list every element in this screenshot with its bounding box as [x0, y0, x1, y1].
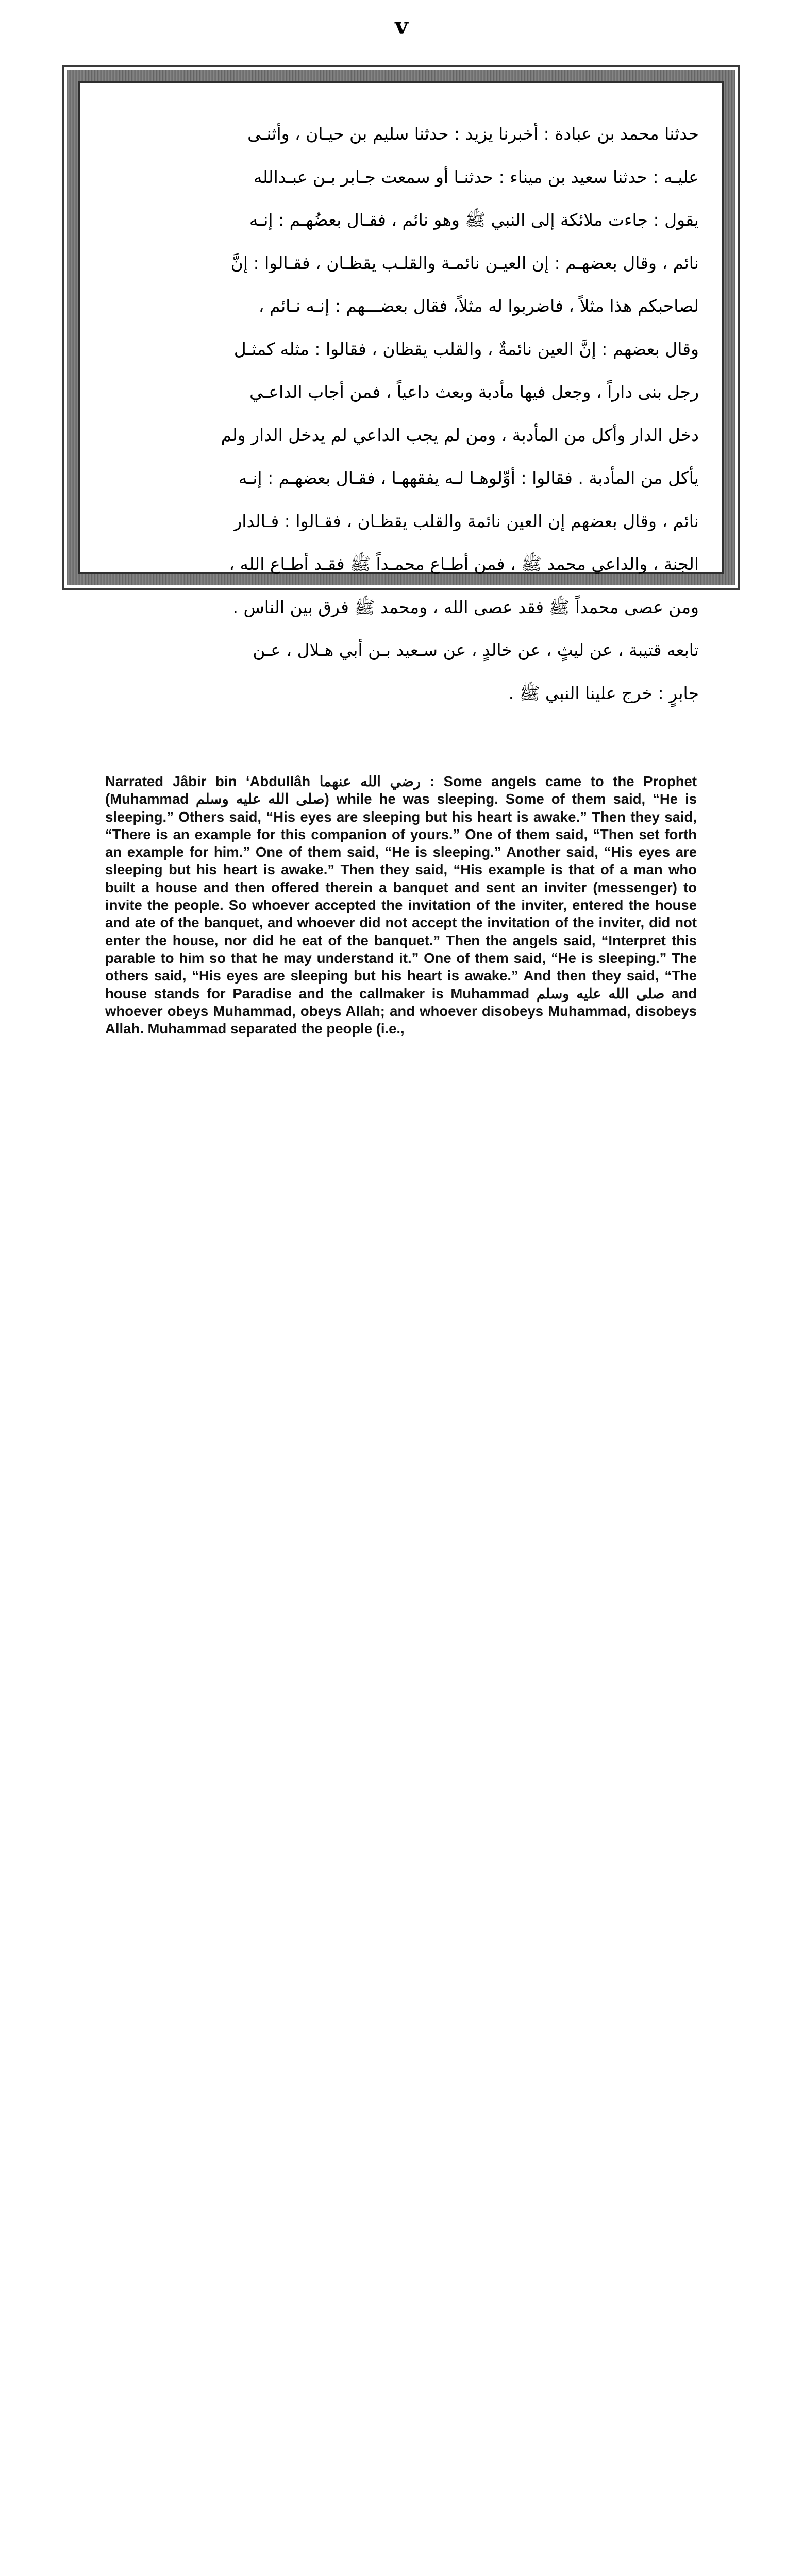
decorative-border-band	[67, 70, 735, 1037]
page-number: v	[395, 13, 408, 40]
arabic-line: ومن عصى محمداً ﷺ فقد عصى الله ، ومحمد ﷺ فرق بين الناس .	[232, 597, 699, 617]
arabic-line: الجنة ، والداعي محمد ﷺ ، فمن أطـاع محمـداً ﷺ فقـد أطـاع الله ،	[229, 554, 699, 574]
page-border	[62, 65, 740, 1037]
arabic-line: جابرٍ : خرج علينا النبي ﷺ .	[508, 683, 699, 703]
arabic-hadith-text	[103, 112, 699, 715]
arabic-line: يأكل من المأدبة . فقالوا : أوِّلوهـا لـه يفقههـا ، فقـال بعضهـم : إنـه	[238, 468, 699, 488]
arabic-line: وقال بعضهم : إنَّ العين نائمةٌ ، والقلب يقظان ، فقالوا : مثله كمثـل	[233, 338, 699, 359]
arabic-line: نائم ، وقال بعضهم إن العين نائمة والقلب يقظـان ، فقـالوا : فـالدار	[233, 511, 699, 531]
arabic-line: رجل بنى داراً ، وجعل فيها مأدبة وبعث داعياً ، فمن أجاب الداعـي	[249, 382, 699, 402]
text-panel	[78, 81, 724, 1037]
arabic-line: نائم ، وقال بعضهـم : إن العيـن نائمـة والقلـب يقظـان ، فقـالوا : إنَّ	[230, 252, 699, 273]
english-translation: Narrated Jâbir bin ‘Abdullâh رضي الله عنهما : Some angels came to the Prophet (Muhammad صلى الله عليه وسلم) while he was sleeping. Some of them said, “He is sleeping.” Others said, “His eyes are sleeping but his heart is awake.” Then they said, “There is an example for this companion of yours.” One of them said, “Then set forth an example for him.” One of them said, “He is sleeping.” Another said, “His eyes are sleeping but his heart is awake.” Then they said, “His example is that of a man who built a house and then offered therein a banquet and sent an inviter (messenger) to invite the people. So whoever accepted the invitation of the inviter, entered the house and ate of the banquet, and whoever did not accept the invitation of the inviter, did not enter the house, nor did he eat of the banquet.” Then the angels said, “Interpret this parable to him so that he may understand it.” One of them said, “He is sleeping.” The others said, “His eyes are sleeping but his heart is awake.” And then they said, “The house stands for Paradise and the callmaker is Muhammad صلى الله عليه وسلم and whoever obeys Muhammad, obeys Allah; and whoever disobeys Muhammad, disobeys Allah. Muhammad separated the people (i.e.,	[105, 773, 697, 1037]
arabic-line: عليـه : حدثنا سعيد بن ميناء : حدثنـا أو سمعت جـابر بـن عبـدالله	[254, 166, 699, 187]
arabic-line: يقول : جاءت ملائكة إلى النبي ﷺ وهو نائم ، فقـال بعضُهـم : إنـه	[249, 210, 699, 230]
arabic-line: حدثنا محمد بن عبادة : أخبرنا يزيد : حدثنا سليم بن حيـان ، وأثنـى	[247, 124, 699, 144]
arabic-line: لصاحبكم هذا مثلاً ، فاضربوا له مثلاً، فقال بعضـــهم : إنـه نـائم ،	[258, 296, 699, 316]
arabic-line: تابعه قتيبة ، عن ليثٍ ، عن خالدٍ ، عن سـعيد بـن أبي هـلال ، عـن	[253, 640, 699, 660]
arabic-line: دخل الدار وأكل من المأدبة ، ومن لم يجب الداعي لم يدخل الدار ولم	[221, 425, 699, 445]
